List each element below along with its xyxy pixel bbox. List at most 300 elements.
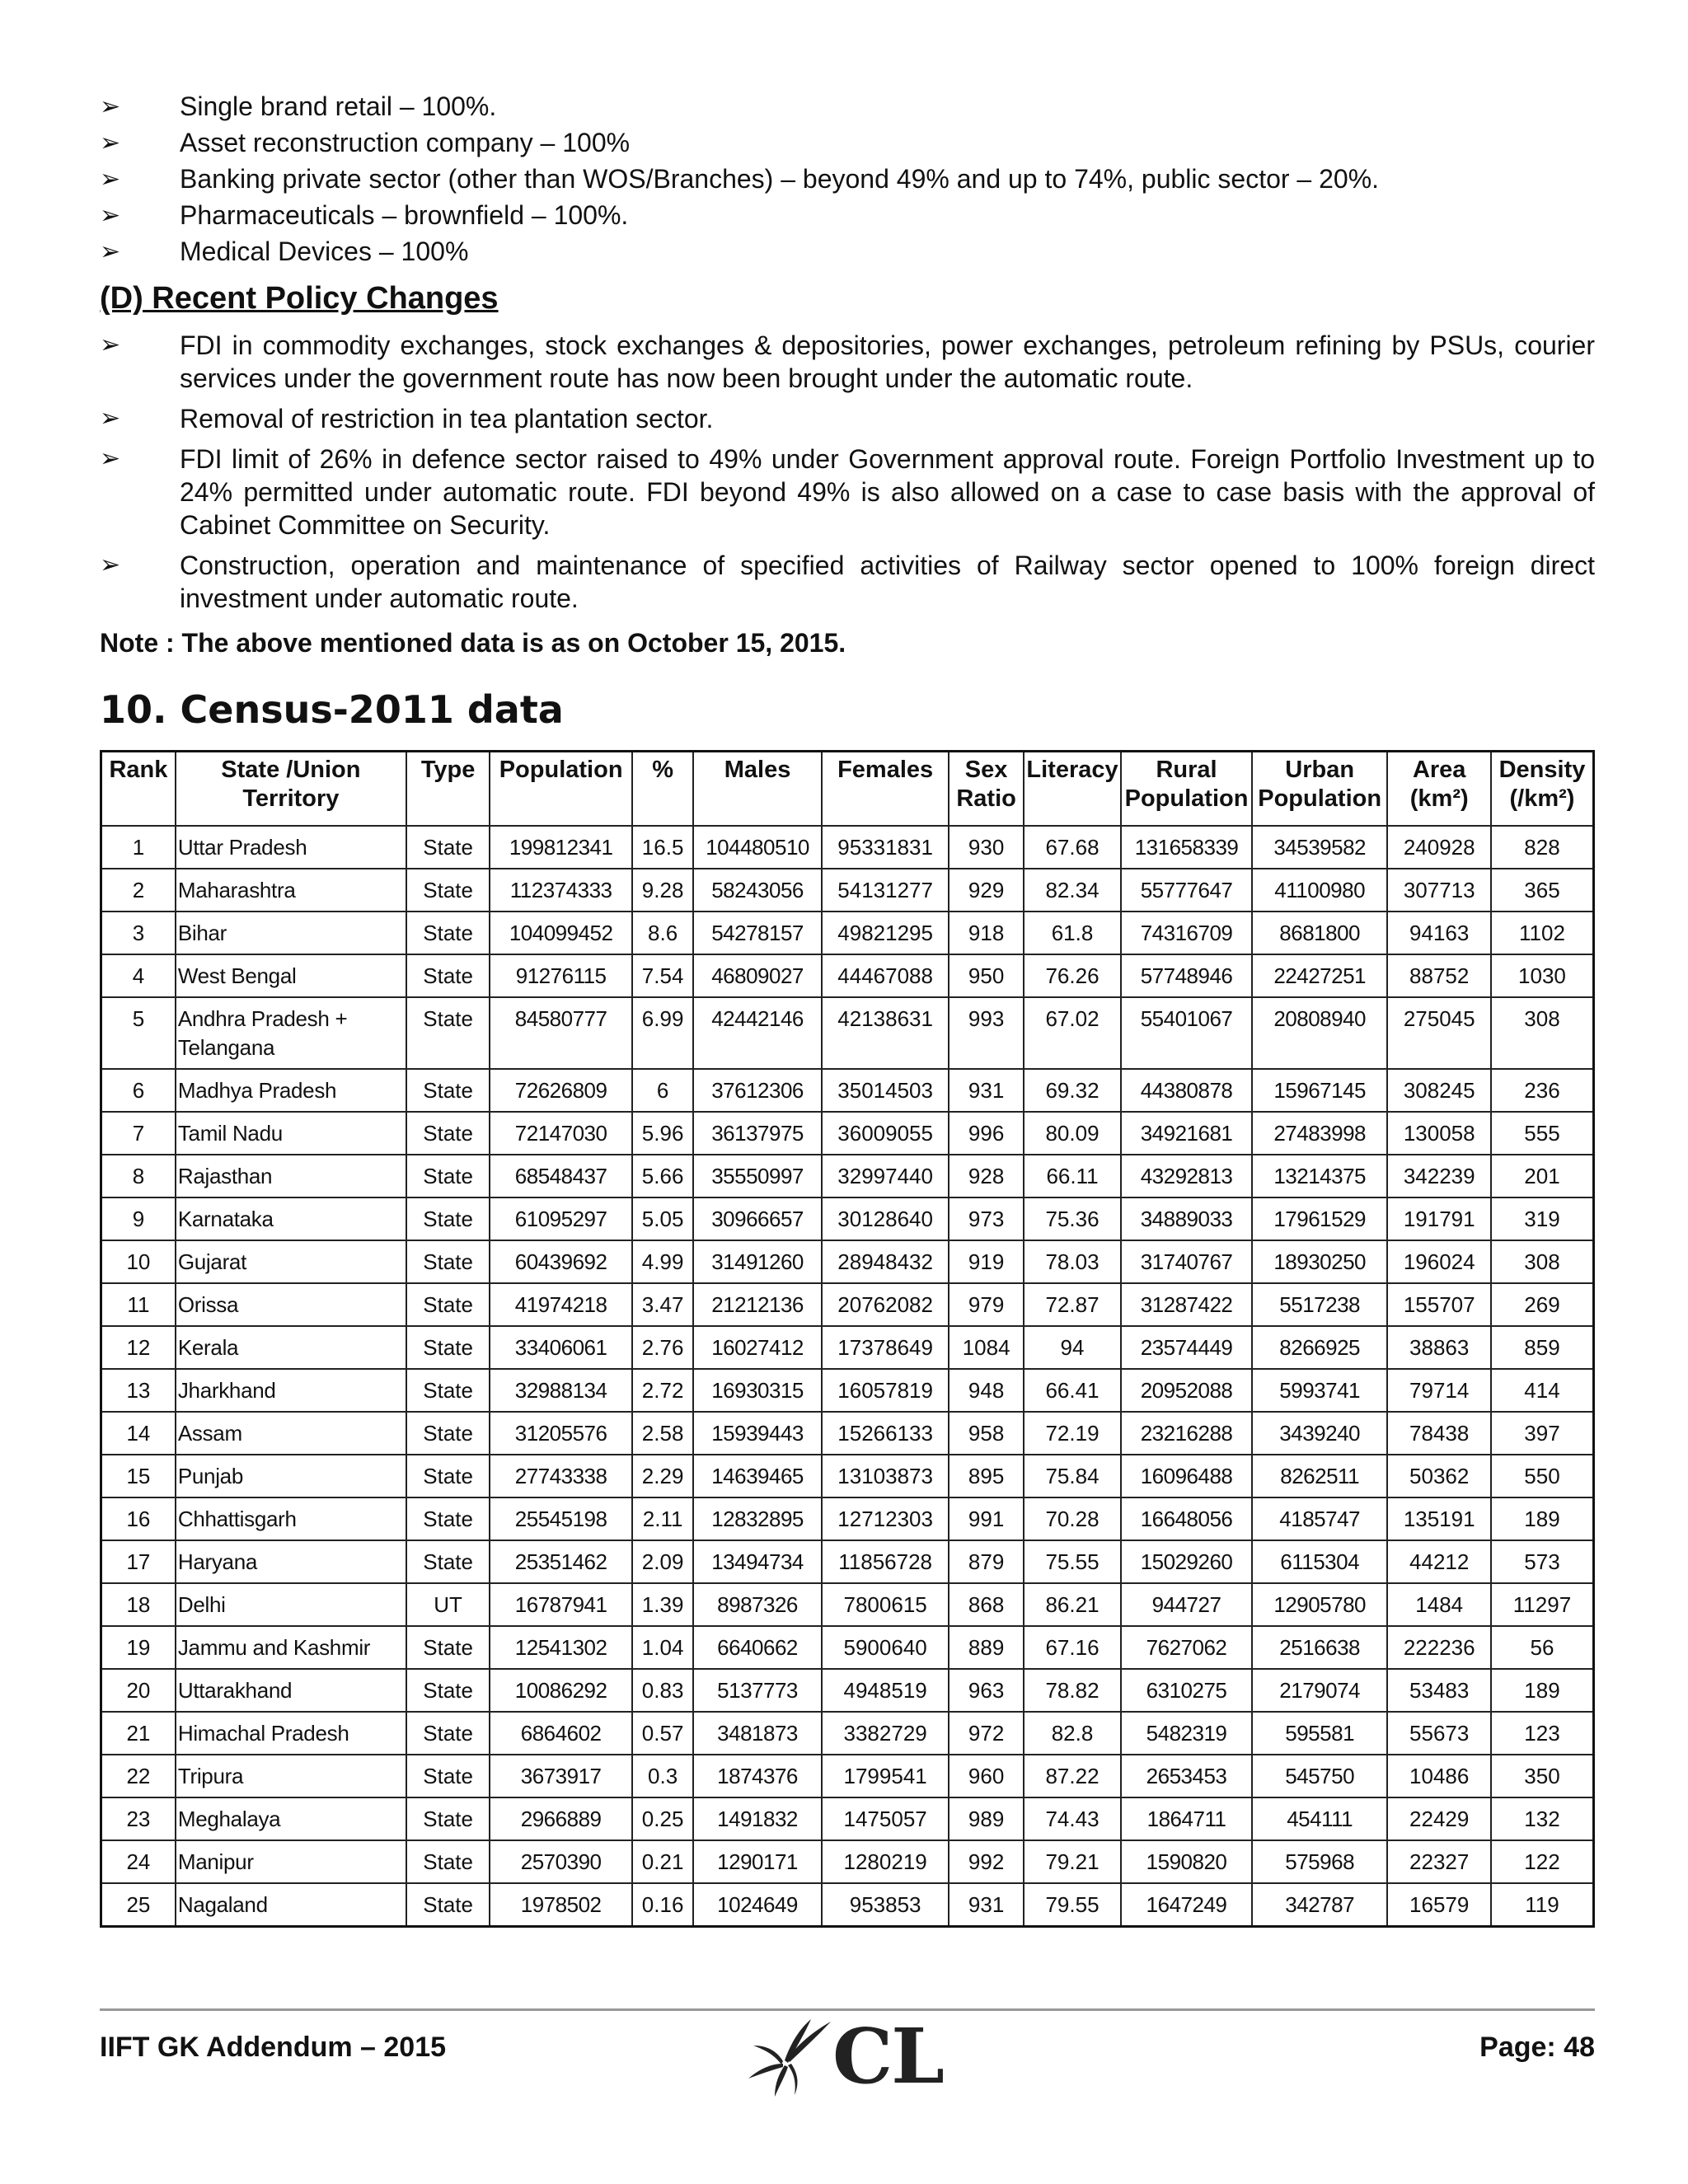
table-cell: 19 <box>101 1626 176 1669</box>
arrow-bullet-icon: ➢ <box>100 165 121 194</box>
table-cell: 24 <box>101 1840 176 1883</box>
fdi-limit-item <box>100 125 1595 161</box>
fdi-limit-item <box>100 234 1595 269</box>
table-cell: 42442146 <box>693 997 822 1069</box>
table-cell: 6 <box>101 1069 176 1112</box>
table-cell: 38863 <box>1387 1326 1490 1369</box>
column-header-text: Urban <box>1285 757 1355 783</box>
fdi-limit-item <box>100 198 1595 233</box>
table-cell: 8.6 <box>632 912 693 954</box>
table-cell: 34921681 <box>1121 1112 1252 1155</box>
table-cell: 31205576 <box>490 1412 632 1455</box>
table-row <box>101 1155 1594 1197</box>
table-row <box>101 1797 1594 1840</box>
table-cell: 0.83 <box>632 1669 693 1712</box>
table-cell: 2653453 <box>1121 1755 1252 1797</box>
table-cell: 1102 <box>1491 912 1594 954</box>
table-cell: 94163 <box>1387 912 1490 954</box>
table-cell: 11856728 <box>822 1540 950 1583</box>
table-cell: 3673917 <box>490 1755 632 1797</box>
table-cell: 3382729 <box>822 1712 950 1755</box>
table-cell: 5 <box>101 997 176 1069</box>
table-cell: 20952088 <box>1121 1369 1252 1412</box>
table-cell: 72147030 <box>490 1112 632 1155</box>
table-cell: 49821295 <box>822 912 950 954</box>
table-cell: 18 <box>101 1583 176 1626</box>
table-cell: 155707 <box>1387 1283 1490 1326</box>
table-cell: 889 <box>949 1626 1023 1669</box>
table-cell: 0.16 <box>632 1883 693 1927</box>
table-row <box>101 1455 1594 1497</box>
table-cell: 35550997 <box>693 1155 822 1197</box>
table-cell: 973 <box>949 1197 1023 1240</box>
table-cell: 28948432 <box>822 1240 950 1283</box>
census-table <box>100 750 1595 1928</box>
table-cell: 1.39 <box>632 1583 693 1626</box>
table-cell: 8262511 <box>1252 1455 1388 1497</box>
table-cell: 53483 <box>1387 1669 1490 1712</box>
table-cell: 22429 <box>1387 1797 1490 1840</box>
table-cell: 31740767 <box>1121 1240 1252 1283</box>
state-name-cell: Delhi <box>176 1583 406 1626</box>
table-cell: 46809027 <box>693 954 822 997</box>
table-row <box>101 1497 1594 1540</box>
table-cell: 7 <box>101 1112 176 1155</box>
column-header <box>822 752 950 827</box>
table-cell: 1491832 <box>693 1797 822 1840</box>
page-number: Page: 48 <box>1479 2032 1595 2063</box>
table-cell: 4 <box>101 954 176 997</box>
table-cell: 0.57 <box>632 1712 693 1755</box>
table-cell: 7627062 <box>1121 1626 1252 1669</box>
table-cell: 859 <box>1491 1326 1594 1369</box>
table-cell: 350 <box>1491 1755 1594 1797</box>
table-row <box>101 1240 1594 1283</box>
table-cell: 78.03 <box>1024 1240 1121 1283</box>
column-header-text: Area <box>1412 757 1466 783</box>
table-cell: 199812341 <box>490 826 632 869</box>
policy-change-item <box>100 549 1595 615</box>
table-cell: 79714 <box>1387 1369 1490 1412</box>
census-body <box>101 826 1594 1927</box>
table-cell: 112374333 <box>490 869 632 912</box>
state-name-cell: Andhra Pradesh + Telangana <box>176 997 406 1069</box>
table-cell: 342239 <box>1387 1155 1490 1197</box>
table-cell: 25351462 <box>490 1540 632 1583</box>
table-cell: 8681800 <box>1252 912 1388 954</box>
table-cell: 2 <box>101 869 176 912</box>
table-cell: 201 <box>1491 1155 1594 1197</box>
table-cell: 996 <box>949 1112 1023 1155</box>
state-name-cell: Karnataka <box>176 1197 406 1240</box>
arrow-bullet-icon: ➢ <box>100 404 121 433</box>
column-header <box>949 752 1023 827</box>
list-item-text: Pharmaceuticals – brownfield – 100%. <box>180 200 629 230</box>
table-cell: State <box>406 1840 490 1883</box>
table-cell: 16057819 <box>822 1369 950 1412</box>
table-cell: 1475057 <box>822 1797 950 1840</box>
table-cell: 32997440 <box>822 1155 950 1197</box>
table-cell: State <box>406 1326 490 1369</box>
table-cell: 918 <box>949 912 1023 954</box>
table-cell: 979 <box>949 1283 1023 1326</box>
table-cell: 269 <box>1491 1283 1594 1326</box>
table-cell: 32988134 <box>490 1369 632 1412</box>
table-cell: 930 <box>949 826 1023 869</box>
table-cell: 3 <box>101 912 176 954</box>
table-cell: 16096488 <box>1121 1455 1252 1497</box>
table-cell: State <box>406 1412 490 1455</box>
cl-logo <box>742 2011 956 2102</box>
table-cell: 992 <box>949 1840 1023 1883</box>
table-cell: 94 <box>1024 1326 1121 1369</box>
list-item-text: Removal of restriction in tea plantation sector. <box>180 404 714 434</box>
table-cell: 1084 <box>949 1326 1023 1369</box>
table-cell: 132 <box>1491 1797 1594 1840</box>
table-cell: 993 <box>949 997 1023 1069</box>
column-header-text: State /Union <box>221 757 361 783</box>
table-row <box>101 1197 1594 1240</box>
table-row <box>101 954 1594 997</box>
table-cell: 78.82 <box>1024 1669 1121 1712</box>
state-name-cell: Haryana <box>176 1540 406 1583</box>
table-cell: 16787941 <box>490 1583 632 1626</box>
table-cell: 6310275 <box>1121 1669 1252 1712</box>
table-cell: 6 <box>632 1069 693 1112</box>
table-cell: 16 <box>101 1497 176 1540</box>
table-cell: 12832895 <box>693 1497 822 1540</box>
table-cell: 2570390 <box>490 1840 632 1883</box>
state-name-cell: Jammu and Kashmir <box>176 1626 406 1669</box>
table-cell: 2.76 <box>632 1326 693 1369</box>
table-cell: 8266925 <box>1252 1326 1388 1369</box>
table-cell: 123 <box>1491 1712 1594 1755</box>
table-cell: 365 <box>1491 869 1594 912</box>
table-cell: 4.99 <box>632 1240 693 1283</box>
column-header-text: Females <box>837 757 934 783</box>
table-cell: 963 <box>949 1669 1023 1712</box>
list-item-text: Medical Devices – 100% <box>180 237 469 266</box>
table-cell: 88752 <box>1387 954 1490 997</box>
table-cell: 20 <box>101 1669 176 1712</box>
table-cell: 5993741 <box>1252 1369 1388 1412</box>
table-cell: State <box>406 1455 490 1497</box>
table-row <box>101 1540 1594 1583</box>
table-cell: 16648056 <box>1121 1497 1252 1540</box>
table-cell: 95331831 <box>822 826 950 869</box>
table-cell: 130058 <box>1387 1112 1490 1155</box>
column-header-text: Males <box>724 757 791 783</box>
table-cell: 12 <box>101 1326 176 1369</box>
table-row <box>101 1326 1594 1369</box>
table-cell: State <box>406 826 490 869</box>
policy-change-item <box>100 329 1595 395</box>
table-cell: 13214375 <box>1252 1155 1388 1197</box>
table-cell: 1 <box>101 826 176 869</box>
arrow-bullet-icon: ➢ <box>100 551 121 579</box>
table-cell: 84580777 <box>490 997 632 1069</box>
table-row <box>101 1069 1594 1112</box>
table-cell: 308 <box>1491 997 1594 1069</box>
arrow-bullet-icon: ➢ <box>100 330 121 359</box>
table-cell: State <box>406 1197 490 1240</box>
table-cell: 12712303 <box>822 1497 950 1540</box>
table-cell: 1799541 <box>822 1755 950 1797</box>
table-cell: 78438 <box>1387 1412 1490 1455</box>
table-cell: 308245 <box>1387 1069 1490 1112</box>
table-cell: 1874376 <box>693 1755 822 1797</box>
table-cell: State <box>406 997 490 1069</box>
column-header-text: Density <box>1498 757 1586 783</box>
table-row <box>101 1112 1594 1155</box>
list-item-text: Construction, operation and maintenance of specified activities of Railway sector opened to 100% foreign direct investment under automatic route. <box>180 551 1595 613</box>
table-cell: 958 <box>949 1412 1023 1455</box>
table-cell: 7800615 <box>822 1583 950 1626</box>
table-cell: 35014503 <box>822 1069 950 1112</box>
table-cell: 308 <box>1491 1240 1594 1283</box>
table-cell: 67.68 <box>1024 826 1121 869</box>
table-cell: 31287422 <box>1121 1283 1252 1326</box>
table-cell: 16.5 <box>632 826 693 869</box>
table-row <box>101 1669 1594 1712</box>
state-name-cell: Bihar <box>176 912 406 954</box>
column-header-text: Population <box>1124 785 1249 812</box>
table-cell: 21212136 <box>693 1283 822 1326</box>
table-cell: 15 <box>101 1455 176 1497</box>
list-item-text: Banking private sector (other than WOS/Branches) – beyond 49% and up to 74%, public sector – 20%. <box>180 164 1380 194</box>
column-header-text: Type <box>420 757 476 783</box>
table-cell: 931 <box>949 1883 1023 1927</box>
table-cell: 17961529 <box>1252 1197 1388 1240</box>
table-cell: 68548437 <box>490 1155 632 1197</box>
table-cell: 13103873 <box>822 1455 950 1497</box>
arrow-bullet-icon: ➢ <box>100 237 121 266</box>
table-cell: 122 <box>1491 1840 1594 1883</box>
table-cell: State <box>406 869 490 912</box>
table-cell: 6.99 <box>632 997 693 1069</box>
table-cell: 15939443 <box>693 1412 822 1455</box>
table-cell: 42138631 <box>822 997 950 1069</box>
table-cell: 240928 <box>1387 826 1490 869</box>
table-cell: 58243056 <box>693 869 822 912</box>
table-cell: 17 <box>101 1540 176 1583</box>
state-name-cell: Assam <box>176 1412 406 1455</box>
table-cell: 66.41 <box>1024 1369 1121 1412</box>
table-row <box>101 997 1594 1069</box>
table-cell: 1030 <box>1491 954 1594 997</box>
column-header <box>490 752 632 827</box>
table-cell: 67.16 <box>1024 1626 1121 1669</box>
table-cell: 70.28 <box>1024 1497 1121 1540</box>
table-row <box>101 1755 1594 1797</box>
table-cell: 879 <box>949 1540 1023 1583</box>
table-row <box>101 1583 1594 1626</box>
table-cell: 196024 <box>1387 1240 1490 1283</box>
table-cell: 34889033 <box>1121 1197 1252 1240</box>
table-cell: 3481873 <box>693 1712 822 1755</box>
state-name-cell: Rajasthan <box>176 1155 406 1197</box>
table-cell: 10 <box>101 1240 176 1283</box>
table-cell: State <box>406 1883 490 1927</box>
table-cell: 67.02 <box>1024 997 1121 1069</box>
table-cell: 11 <box>101 1283 176 1326</box>
fdi-limit-item <box>100 89 1595 124</box>
table-cell: 72.19 <box>1024 1412 1121 1455</box>
table-cell: 10486 <box>1387 1755 1490 1797</box>
table-cell: 8 <box>101 1155 176 1197</box>
state-name-cell: Kerala <box>176 1326 406 1369</box>
table-cell: 575968 <box>1252 1840 1388 1883</box>
table-cell: 928 <box>949 1155 1023 1197</box>
table-cell: 414 <box>1491 1369 1594 1412</box>
state-name-cell: Uttarakhand <box>176 1669 406 1712</box>
table-cell: 21 <box>101 1712 176 1755</box>
table-cell: 56 <box>1491 1626 1594 1669</box>
state-name-cell: Maharashtra <box>176 869 406 912</box>
table-cell: 13494734 <box>693 1540 822 1583</box>
table-cell: 16579 <box>1387 1883 1490 1927</box>
table-cell: 41100980 <box>1252 869 1388 912</box>
table-cell: 57748946 <box>1121 954 1252 997</box>
table-cell: 69.32 <box>1024 1069 1121 1112</box>
page-content <box>100 89 1595 1928</box>
table-cell: 61095297 <box>490 1197 632 1240</box>
fdi-limits-list <box>100 89 1595 269</box>
table-cell: 2.09 <box>632 1540 693 1583</box>
state-name-cell: Himachal Pradesh <box>176 1712 406 1755</box>
table-row <box>101 1883 1594 1927</box>
column-header <box>693 752 822 827</box>
column-header-text: Territory <box>242 785 340 812</box>
table-cell: 55777647 <box>1121 869 1252 912</box>
table-cell: 76.26 <box>1024 954 1121 997</box>
table-cell: State <box>406 912 490 954</box>
state-name-cell: Orissa <box>176 1283 406 1326</box>
table-cell: 8987326 <box>693 1583 822 1626</box>
table-cell: 1484 <box>1387 1583 1490 1626</box>
state-name-cell: Punjab <box>176 1455 406 1497</box>
table-cell: 50362 <box>1387 1455 1490 1497</box>
table-cell: 55673 <box>1387 1712 1490 1755</box>
table-cell: UT <box>406 1583 490 1626</box>
table-cell: 34539582 <box>1252 826 1388 869</box>
table-row <box>101 1840 1594 1883</box>
list-item-text: Single brand retail – 100%. <box>180 91 497 121</box>
table-cell: 454111 <box>1252 1797 1388 1840</box>
table-cell: 4948519 <box>822 1669 950 1712</box>
table-cell: 1280219 <box>822 1840 950 1883</box>
table-cell: 5.66 <box>632 1155 693 1197</box>
table-cell: 131658339 <box>1121 826 1252 869</box>
table-cell: 189 <box>1491 1669 1594 1712</box>
table-cell: 30128640 <box>822 1197 950 1240</box>
table-cell: 9.28 <box>632 869 693 912</box>
table-cell: 13 <box>101 1369 176 1412</box>
table-cell: State <box>406 1626 490 1669</box>
state-name-cell: Tamil Nadu <box>176 1112 406 1155</box>
table-cell: 79.55 <box>1024 1883 1121 1927</box>
table-cell: 868 <box>949 1583 1023 1626</box>
table-cell: 2966889 <box>490 1797 632 1840</box>
state-name-cell: Chhattisgarh <box>176 1497 406 1540</box>
table-cell: 82.8 <box>1024 1712 1121 1755</box>
column-header <box>1024 752 1121 827</box>
note: Note : The above mentioned data is as on October 15, 2015. <box>100 628 846 658</box>
table-cell: 104099452 <box>490 912 632 954</box>
table-cell: 12541302 <box>490 1626 632 1669</box>
column-header-text: (/km²) <box>1509 785 1575 812</box>
table-cell: State <box>406 1069 490 1112</box>
state-name-cell: Jharkhand <box>176 1369 406 1412</box>
list-item-text: FDI in commodity exchanges, stock exchanges & depositories, power exchanges, petroleum refining by PSUs, courier services under the government route has now been brought under the automatic route. <box>180 330 1595 393</box>
arrow-bullet-icon: ➢ <box>100 92 121 121</box>
arrow-bullet-icon: ➢ <box>100 129 121 157</box>
table-cell: 44380878 <box>1121 1069 1252 1112</box>
table-cell: 36137975 <box>693 1112 822 1155</box>
table-cell: 595581 <box>1252 1712 1388 1755</box>
table-cell: 1024649 <box>693 1883 822 1927</box>
table-cell: 1590820 <box>1121 1840 1252 1883</box>
table-cell: 0.21 <box>632 1840 693 1883</box>
table-row <box>101 826 1594 869</box>
table-cell: 2.11 <box>632 1497 693 1540</box>
table-cell: 75.36 <box>1024 1197 1121 1240</box>
census-title: 10. Census-2011 data <box>100 687 564 732</box>
table-cell: 5137773 <box>693 1669 822 1712</box>
table-cell: 5900640 <box>822 1626 950 1669</box>
table-cell: 17378649 <box>822 1326 950 1369</box>
table-cell: 6115304 <box>1252 1540 1388 1583</box>
swirl-icon <box>742 2018 832 2100</box>
table-cell: 5517238 <box>1252 1283 1388 1326</box>
table-cell: 15967145 <box>1252 1069 1388 1112</box>
table-cell: 3.47 <box>632 1283 693 1326</box>
table-cell: 37612306 <box>693 1069 822 1112</box>
table-row <box>101 1412 1594 1455</box>
table-cell: 1864711 <box>1121 1797 1252 1840</box>
section-heading-policy-changes: (D) Recent Policy Changes <box>100 281 499 316</box>
table-cell: 2516638 <box>1252 1626 1388 1669</box>
table-row <box>101 869 1594 912</box>
table-cell: 43292813 <box>1121 1155 1252 1197</box>
table-cell: 555 <box>1491 1112 1594 1155</box>
table-cell: 0.3 <box>632 1755 693 1797</box>
table-cell: 3439240 <box>1252 1412 1388 1455</box>
table-cell: 929 <box>949 869 1023 912</box>
state-name-cell: Nagaland <box>176 1883 406 1927</box>
table-cell: 972 <box>949 1712 1023 1755</box>
table-cell: 12905780 <box>1252 1583 1388 1626</box>
table-cell: 36009055 <box>822 1112 950 1155</box>
table-cell: 236 <box>1491 1069 1594 1112</box>
table-cell: 10086292 <box>490 1669 632 1712</box>
table-cell: 7.54 <box>632 954 693 997</box>
table-cell: State <box>406 1540 490 1583</box>
table-cell: 23574449 <box>1121 1326 1252 1369</box>
list-item-text: FDI limit of 26% in defence sector raised to 49% under Government approval route. Foreign Portfolio Investment up to 24% permitted under automatic route. FDI beyond 49% is also allowed on a case to case basis with the approval of Cabinet Committee on Security. <box>180 444 1595 540</box>
table-cell: 33406061 <box>490 1326 632 1369</box>
arrow-bullet-icon: ➢ <box>100 201 121 230</box>
table-cell: State <box>406 1112 490 1155</box>
state-name-cell: Gujarat <box>176 1240 406 1283</box>
table-cell: 2.58 <box>632 1412 693 1455</box>
table-cell: 20762082 <box>822 1283 950 1326</box>
table-cell: 14 <box>101 1412 176 1455</box>
table-cell: 545750 <box>1252 1755 1388 1797</box>
column-header-text: Literacy <box>1026 757 1118 783</box>
table-cell: 319 <box>1491 1197 1594 1240</box>
table-cell: 66.11 <box>1024 1155 1121 1197</box>
